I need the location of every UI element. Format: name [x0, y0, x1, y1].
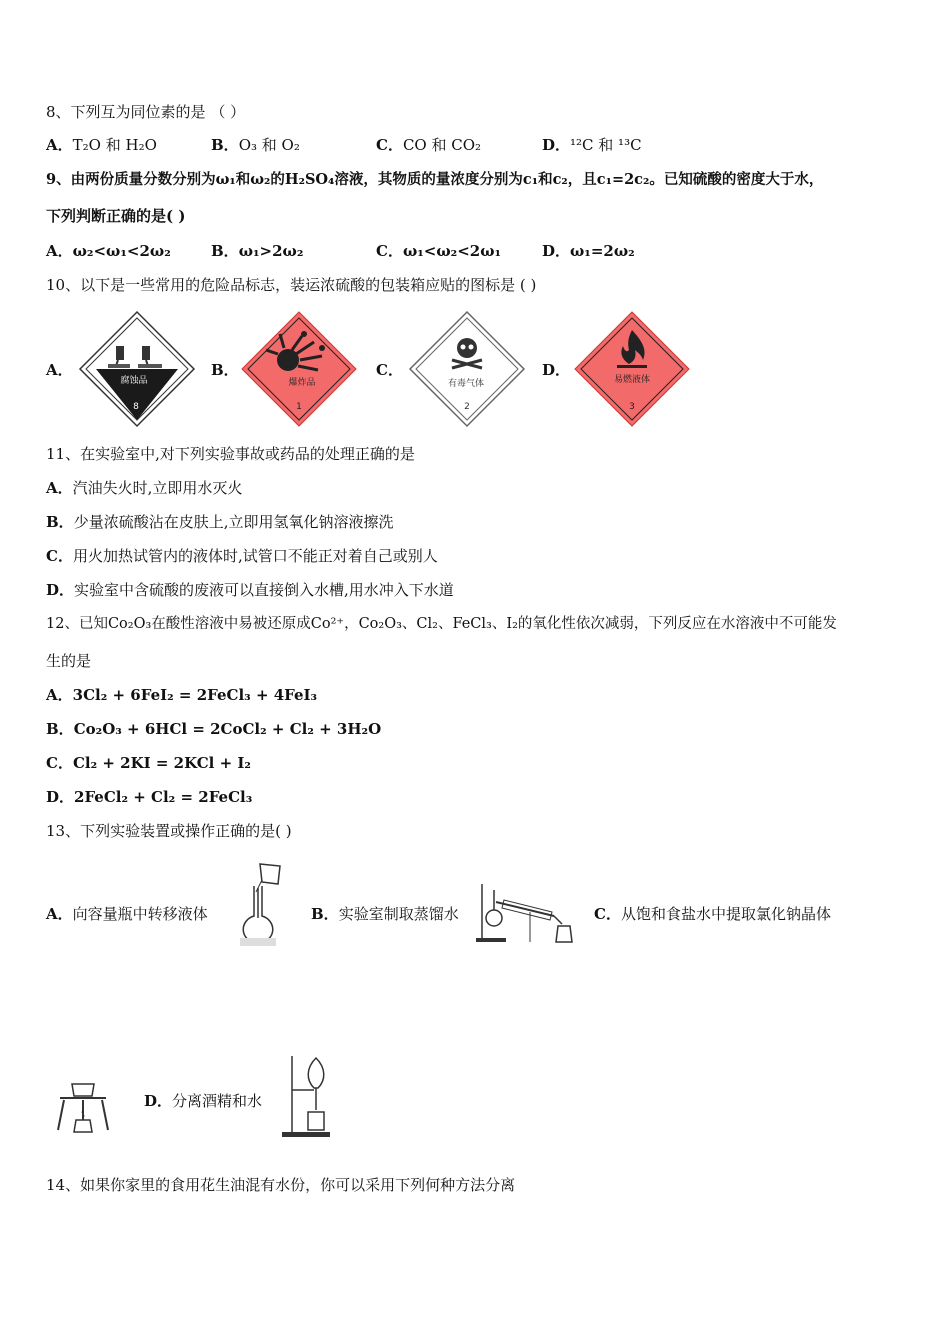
q11-option-b: B．少量浓硫酸沾在皮肤上,立即用氢氧化钠溶液擦洗	[46, 513, 394, 531]
q10-stem: 10、以下是一些常用的危险品标志，装运浓硫酸的包装箱应贴的图标是 ( )	[46, 276, 537, 294]
q13-option-b: B．实验室制取蒸馏水	[311, 905, 459, 923]
evaporating-dish-tripod-icon	[52, 1080, 114, 1138]
q9-stem-line2: 下列判断正确的是( )	[46, 207, 186, 225]
q8-stem: 8、下列互为同位素的是 （ ）	[46, 103, 246, 121]
q13-stem: 13、下列实验装置或操作正确的是( )	[46, 822, 292, 840]
q10-label-c: C．	[376, 361, 403, 379]
q13-option-d: D．分离酒精和水	[144, 1092, 263, 1110]
explosive-sign-icon	[240, 310, 358, 428]
separatory-funnel-stand-icon	[278, 1050, 334, 1138]
q13-option-a: A．向容量瓶中转移液体	[46, 905, 208, 923]
flammable-liquid-sign-icon	[573, 310, 691, 428]
q9-option-c: C．ω₁<ω₂<2ω₁	[376, 242, 502, 260]
q9-option-d: D．ω₁=2ω₂	[542, 242, 635, 260]
q12-option-b: B．Co₂O₃ + 6HCl = 2CoCl₂ + Cl₂ + 3H₂O	[46, 720, 382, 738]
q8-option-b: B．O₃ 和 O₂	[211, 136, 300, 154]
toxic-gas-sign-text: 有毒气体	[447, 379, 485, 389]
corrosive-sign-icon	[78, 310, 196, 428]
q9-option-a: A．ω₂<ω₁<2ω₂	[46, 242, 171, 260]
q8-option-c: C．CO 和 CO₂	[376, 136, 482, 154]
flammable-liquid-sign-number: 3	[629, 402, 635, 412]
corrosive-sign-text: 腐蚀品	[120, 376, 148, 386]
explosive-sign-number: 1	[296, 402, 302, 412]
q10-label-b: B．	[211, 361, 239, 379]
q9-stem-line1: 9、由两份质量分数分别为ω₁和ω₂的H₂SO₄溶液，其物质的量浓度分别为c₁和c₂，且c₁=2c₂。已知硫酸的密度大于水，	[46, 171, 824, 188]
q10-label-a: A．	[46, 361, 73, 379]
q11-option-d: D．实验室中含硫酸的废液可以直接倒入水槽,用水冲入下水道	[46, 581, 454, 599]
explosive-sign-text: 爆炸品	[288, 378, 316, 388]
toxic-gas-sign-icon	[408, 310, 526, 428]
flammable-liquid-sign-text: 易燃液体	[613, 375, 651, 385]
q11-stem: 11、在实验室中,对下列实验事故或药品的处理正确的是	[46, 445, 415, 463]
q10-label-d: D．	[542, 361, 571, 379]
q14-stem: 14、如果你家里的食用花生油混有水份，你可以采用下列何种方法分离	[46, 1176, 516, 1194]
q12-stem-line1: 12、已知Co₂O₃在酸性溶液中易被还原成Co²⁺，Co₂O₃、Cl₂、FeCl₃、I₂的氧化性依次减弱，下列反应在水溶液中不可能发	[46, 616, 837, 632]
q8-option-a: A．T₂O 和 H₂O	[46, 136, 157, 154]
q13-option-c: C．从饱和食盐水中提取氯化钠晶体	[594, 905, 831, 923]
toxic-gas-sign-number: 2	[464, 402, 470, 412]
q8-option-d: D．¹²C 和 ¹³C	[542, 136, 642, 154]
volumetric-flask-transfer-icon	[230, 858, 286, 950]
q12-stem-line2: 生的是	[46, 652, 92, 670]
q12-option-c: C．Cl₂ + 2KI = 2KCl + I₂	[46, 754, 251, 772]
q12-option-d: D．2FeCl₂ + Cl₂ = 2FeCl₃	[46, 788, 253, 806]
q9-option-b: B．ω₁>2ω₂	[211, 242, 304, 260]
q11-option-c: C．用火加热试管内的液体时,试管口不能正对着自己或别人	[46, 547, 438, 565]
q12-option-a: A．3Cl₂ + 6FeI₂ = 2FeCl₃ + 4FeI₃	[46, 686, 318, 704]
q11-option-a: A．汽油失火时,立即用水灭火	[46, 479, 243, 497]
corrosive-sign-number: 8	[133, 402, 139, 412]
distillation-apparatus-icon	[474, 880, 578, 946]
